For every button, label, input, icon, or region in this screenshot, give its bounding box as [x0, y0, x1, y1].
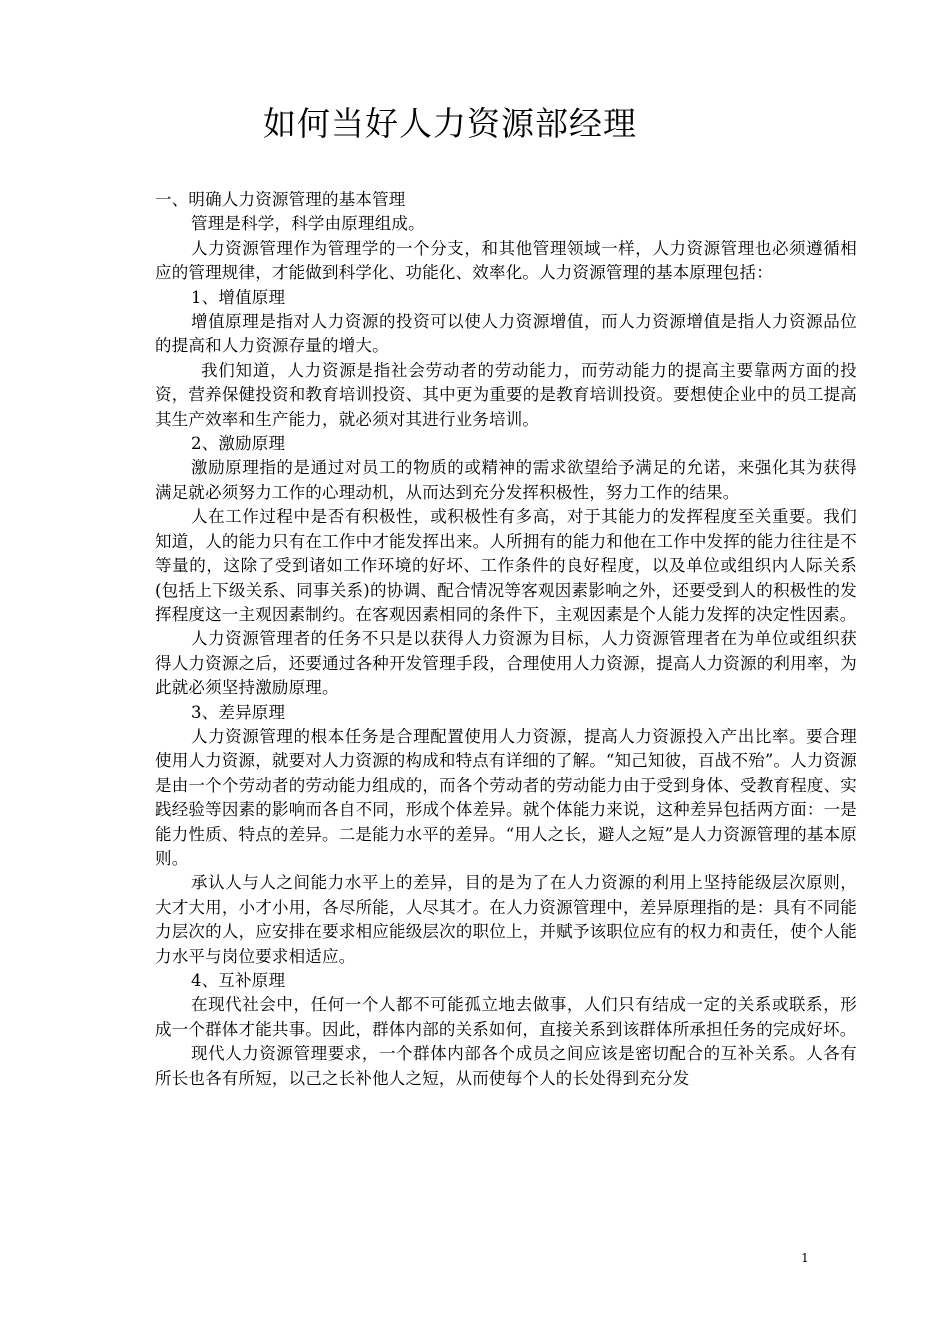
- page-number: 1: [801, 1251, 809, 1265]
- body-paragraph: 人力资源管理作为管理学的一个分支，和其他管理领域一样，人力资源管理也必须遵循相应的管理规律，才能做到科学化、功能化、效率化。人力资源管理的基本原理包括：: [155, 238, 857, 283]
- body-paragraph: 现代人力资源管理要求，一个群体内部各个成员之间应该是密切配合的互补关系。人各有所长也各有所短，以己之长补他人之短，从而使每个人的长处得到充分发: [155, 1044, 857, 1088]
- section-heading: 一、明确人力资源管理的基本管理: [155, 190, 406, 209]
- body-paragraph: 管理是科学，科学由原理组成。: [191, 214, 425, 234]
- subsection-heading: 4、互补原理: [191, 971, 286, 990]
- document-body: [155, 188, 857, 1091]
- subsection-heading: 3、差异原理: [191, 702, 286, 722]
- body-paragraph: 我们知道，人力资源是指社会劳动者的劳动能力，而劳动能力的提高主要靠两方面的投资，营养保健投资和教育培训投资、其中更为重要的是教育培训投资。要想使企业中的员工提高其生产效率和生产能力，就必须对其进行业务培训。: [155, 360, 857, 429]
- body-paragraph: 人在工作过程中是否有积极性，或积极性有多高，对于其能力的发挥程度至关重要。我们知道，人的能力只有在工作中才能发挥出来。人所拥有的能力和他在工作中发挥的能力往往是不等量的，这除了受到诸如工作环境的好坏、工作条件的良好程度，以及单位或组织内人际关系(包括上下级关系、同事关系)的协调、配合情况等客观因素影响之外，还要受到人的积极性的发挥程度这一主观因素制约。在客观因素相同的条件下，主观因素是个人能力发挥的决定性因素。: [155, 507, 857, 624]
- body-paragraph: 人力资源管理的根本任务是合理配置使用人力资源，提高人力资源投入产出比率。要合理使用人力资源，就要对人力资源的构成和特点有详细的了解。“知己知彼，百战不殆”。人力资源是由一个个劳动者的劳动能力组成的，而各个劳动者的劳动能力由于受到身体、受教育程度、实践经验等因素的影响而各自不同，形成个体差异。就个体能力来说，这种差异包括两方面：一是能力性质、特点的差异。二是能力水平的差异。“用人之长，避人之短”是人力资源管理的基本原则。: [155, 726, 857, 868]
- body-paragraph: 在现代社会中，任何一个人都不可能孤立地去做事，人们只有结成一定的关系或联系，形成一个群体才能共事。因此，群体内部的关系如何，直接关系到该群体所承担任务的完成好坏。: [155, 995, 857, 1039]
- document-title: 如何当好人力资源部经理: [263, 104, 637, 143]
- subsection-heading: 2、激励原理: [191, 434, 286, 454]
- subsection-heading: 1、增值原理: [191, 287, 286, 307]
- body-paragraph: 人力资源管理者的任务不只是以获得人力资源为目标，人力资源管理者在为单位或组织获得人力资源之后，还要通过各种开发管理手段，合理使用人力资源，提高人力资源的利用率，为此就必须坚持激励原理。: [155, 629, 857, 698]
- body-paragraph: 激励原理指的是通过对员工的物质的或精神的需求欲望给予满足的允诺，来强化其为获得满足就必须努力工作的心理动机，从而达到充分发挥积极性，努力工作的结果。: [155, 458, 857, 502]
- body-paragraph: 增值原理是指对人力资源的投资可以使人力资源增值，而人力资源增值是指人力资源品位的提高和人力资源存量的增大。: [155, 312, 857, 356]
- body-paragraph: 承认人与人之间能力水平上的差异，目的是为了在人力资源的利用上坚持能级层次原则，大才大用，小才小用，各尽所能，人尽其才。在人力资源管理中，差异原理指的是：具有不同能力层次的人，应安排在要求相应能级层次的职位上，并赋予该职位应有的权力和责任，使个人能力水平与岗位要求相适应。: [155, 873, 857, 966]
